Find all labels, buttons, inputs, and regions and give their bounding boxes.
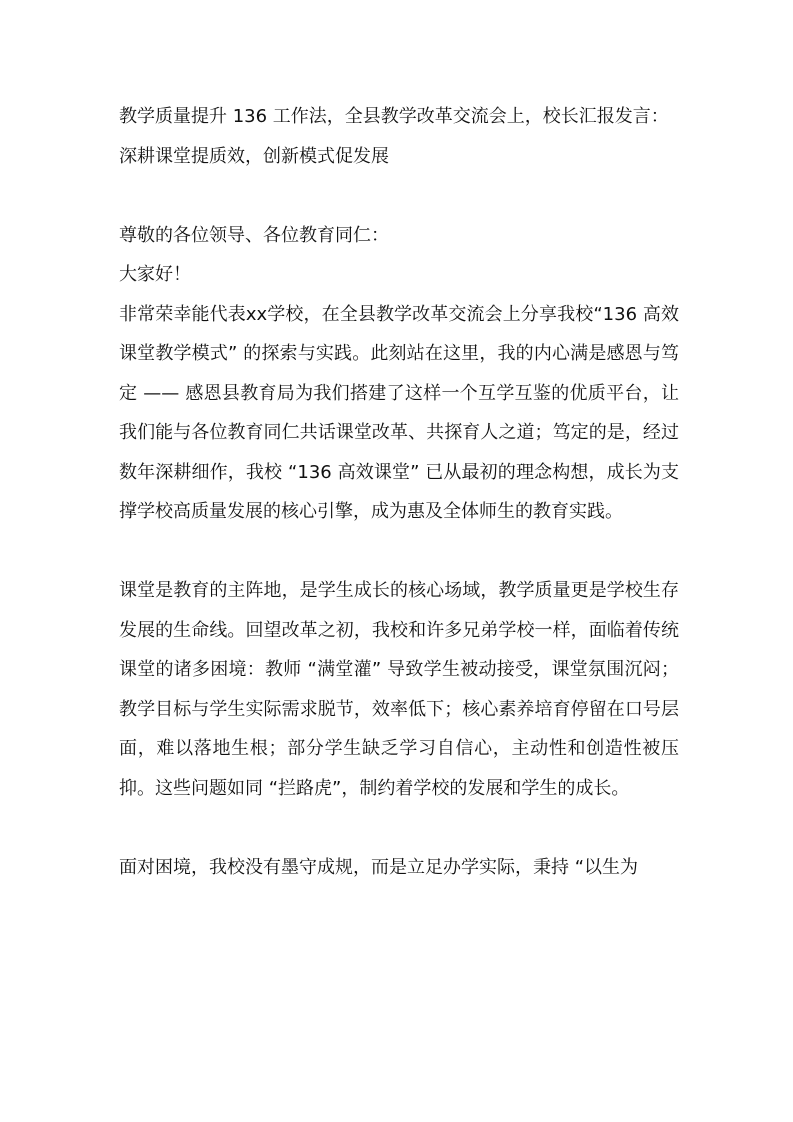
document-title-line-1: 教学质量提升 136 工作法，全县教学改革交流会上，校长汇报发言： xyxy=(119,106,669,127)
paragraph-3: 面对困境，我校没有墨守成规，而是立足办学实际，秉持 “以生为 xyxy=(119,856,639,878)
spacer xyxy=(119,808,679,848)
document-body xyxy=(119,97,679,887)
document-title-line-2: 深耕课堂提质效，创新模式促发展 xyxy=(119,145,389,167)
spacer xyxy=(119,176,679,216)
paragraph-1: 非常荣幸能代表xx学校，在全县教学改革交流会上分享我校“136 高效课堂教学模式” 的探索与实践。此刻站在这里，我的内心满是感恩与笃定 —— 感恩县教育局为我们搭建了这样一个互学互鉴的优质平台，让我们能与各位教育同仁共话课堂改革、共探育人之道；笃定的是，经过数年深耕细作，我校 “136 高效课堂” 已从最初的理念构想，成长为支撑学校高质量发展的核心引擎，成为惠及全体师生的教育实践。 xyxy=(119,303,679,522)
paragraph-2: 课堂是教育的主阵地，是学生成长的核心场域，教学质量更是学校生存发展的生命线。回望改革之初，我校和许多兄弟学校一样，面临着传统课堂的诸多困境：教师 “满堂灌” 导致学生被动接受，课堂氛围沉闷；教学目标与学生实际需求脱节，效率低下；核心素养培育停留在口号层面，难以落地生根；部分学生缺乏学习自信心，主动性和创造性被压抑。这些问题如同 “拦路虎”，制约着学校的发展和学生的成长。 xyxy=(119,580,679,799)
salutation: 尊敬的各位领导、各位教育同仁： xyxy=(119,224,389,246)
greeting: 大家好！ xyxy=(119,264,191,285)
spacer xyxy=(119,532,679,572)
